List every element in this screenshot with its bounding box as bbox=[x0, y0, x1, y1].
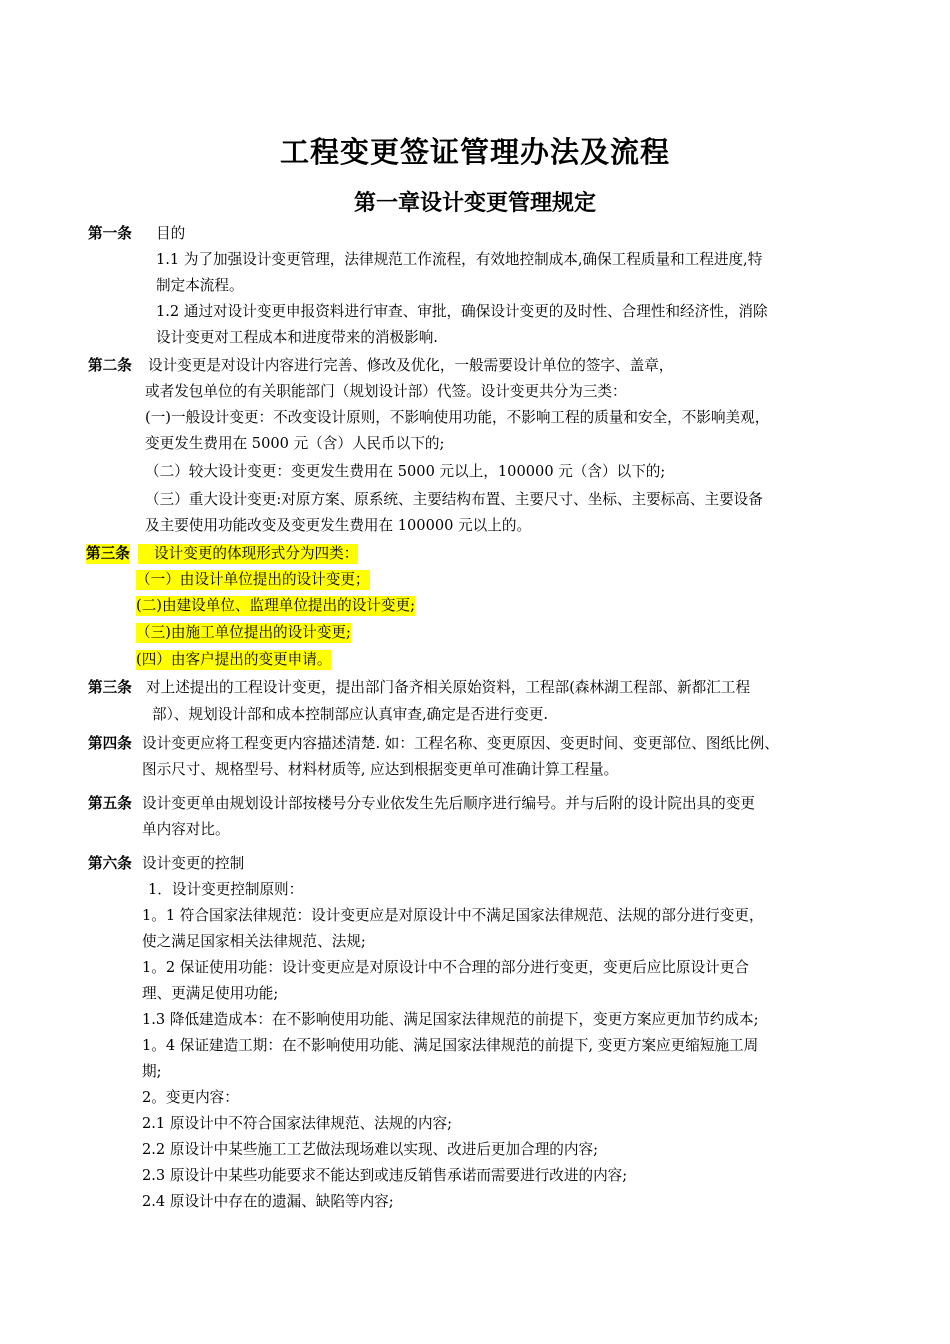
article-6-line: 2.3 原设计中某些功能要求不能达到或违反销售承诺而需要进行改进的内容; bbox=[142, 1167, 628, 1184]
article-6-line: 2。变更内容： bbox=[142, 1089, 239, 1106]
article-3-item: （三)由施工单位提出的设计变更; bbox=[136, 624, 351, 641]
article-3b-line: 对上述提出的工程设计变更，提出部门备齐相关原始资料，工程部(森林湖工程部、新都汇工程 bbox=[146, 679, 751, 696]
article-6-line: 1。2 保证使用功能：设计变更应是对原设计中不合理的部分进行变更，变更后应比原设计更合 bbox=[142, 959, 749, 976]
article-3-item: (二)由建设单位、监理单位提出的设计变更; bbox=[136, 597, 415, 614]
article-5-heading: 第五条 bbox=[88, 795, 132, 812]
article-3-item: （一）由设计单位提出的设计变更； bbox=[136, 571, 370, 588]
article-6-heading: 第六条 bbox=[88, 855, 132, 872]
article-4-line: 设计变更应将工程变更内容描述清楚. 如：工程名称、变更原因、变更时间、变更部位、图纸比例、 bbox=[142, 735, 779, 752]
article-6-line: 1。1 符合国家法律规范：设计变更应是对原设计中不满足国家法律规范、法规的部分进行变更， bbox=[142, 907, 764, 924]
article-3b-line: 部）、规划设计部和成本控制部应认真审查,确定是否进行变更. bbox=[152, 706, 549, 723]
article-6-line: 1．设计变更控制原则： bbox=[148, 881, 304, 898]
article-1-purpose: 目的 bbox=[156, 225, 186, 242]
document-title: 工程变更签证管理办法及流程 bbox=[279, 135, 670, 169]
article-5-line: 单内容对比。 bbox=[142, 821, 230, 838]
article-4-line: 图示尺寸、规格型号、材料材质等, 应达到根据变更单可准确计算工程量。 bbox=[142, 761, 619, 778]
article-1-line: 制定本流程。 bbox=[156, 277, 244, 294]
chapter-heading: 第一章设计变更管理规定 bbox=[353, 191, 596, 216]
article-6-line: 2.1 原设计中不符合国家法律规范、法规的内容; bbox=[142, 1115, 453, 1132]
article-2-line: 设计变更是对设计内容进行完善、修改及优化，一般需要设计单位的签字、盖章， bbox=[148, 357, 674, 374]
article-1-line: 1.2 通过对设计变更申报资料进行审查、审批，确保设计变更的及时性、合理性和经济性，消除 bbox=[156, 303, 768, 320]
article-2-line: 变更发生费用在 5000 元（含）人民币以下的; bbox=[145, 435, 445, 452]
article-6-line: 使之满足国家相关法律规范、法规; bbox=[142, 933, 366, 950]
article-6-line: 理、更满足使用功能; bbox=[142, 985, 279, 1002]
article-2-line: （三）重大设计变更:对原方案、原系统、主要结构布置、主要尺寸、坐标、主要标高、主要设备 bbox=[145, 491, 763, 508]
article-6-line: 1。4 保证建造工期：在不影响使用功能、满足国家法律规范的前提下, 变更方案应更缩短施工周 bbox=[142, 1037, 759, 1054]
article-2-line: (一)一般设计变更：不改变设计原则，不影响使用功能，不影响工程的质量和安全，不影响美观， bbox=[145, 409, 770, 426]
article-1-line: 1.1 为了加强设计变更管理，法律规范工作流程，有效地控制成本,确保工程质量和工程进度,特 bbox=[156, 251, 763, 268]
article-5-line: 设计变更单由规划设计部按楼号分专业依发生先后顺序进行编号。并与后附的设计院出具的变更 bbox=[142, 795, 755, 812]
article-2-heading: 第二条 bbox=[88, 357, 132, 374]
article-6-line: 期; bbox=[142, 1063, 162, 1080]
article-4-heading: 第四条 bbox=[88, 735, 132, 752]
article-1-heading: 第一条 bbox=[88, 225, 132, 242]
article-3b-heading: 第三条 bbox=[88, 679, 132, 696]
article-6-line: 设计变更的控制 bbox=[142, 855, 245, 872]
article-3-item: (四）由客户提出的变更申请。 bbox=[136, 651, 332, 668]
article-2-line: （二）较大设计变更：变更发生费用在 5000 元以上，100000 元（含）以下的; bbox=[145, 463, 666, 480]
article-3-heading: 第三条 bbox=[86, 545, 130, 562]
article-6-line: 2.4 原设计中存在的遗漏、缺陷等内容; bbox=[142, 1193, 394, 1210]
article-2-line: 及主要使用功能改变及变更发生费用在 100000 元以上的。 bbox=[145, 517, 532, 534]
article-3-line: 设计变更的体现形式分为四类： bbox=[138, 544, 358, 564]
article-6-line: 1.3 降低建造成本：在不影响使用功能、满足国家法律规范的前提下，变更方案应更加节约成本; bbox=[142, 1011, 759, 1028]
article-2-line: 或者发包单位的有关职能部门（规划设计部）代签。设计变更共分为三类： bbox=[145, 383, 627, 400]
article-6-line: 2.2 原设计中某些施工工艺做法现场难以实现、改进后更加合理的内容; bbox=[142, 1141, 598, 1158]
article-1-line: 设计变更对工程成本和进度带来的消极影响. bbox=[156, 329, 438, 346]
